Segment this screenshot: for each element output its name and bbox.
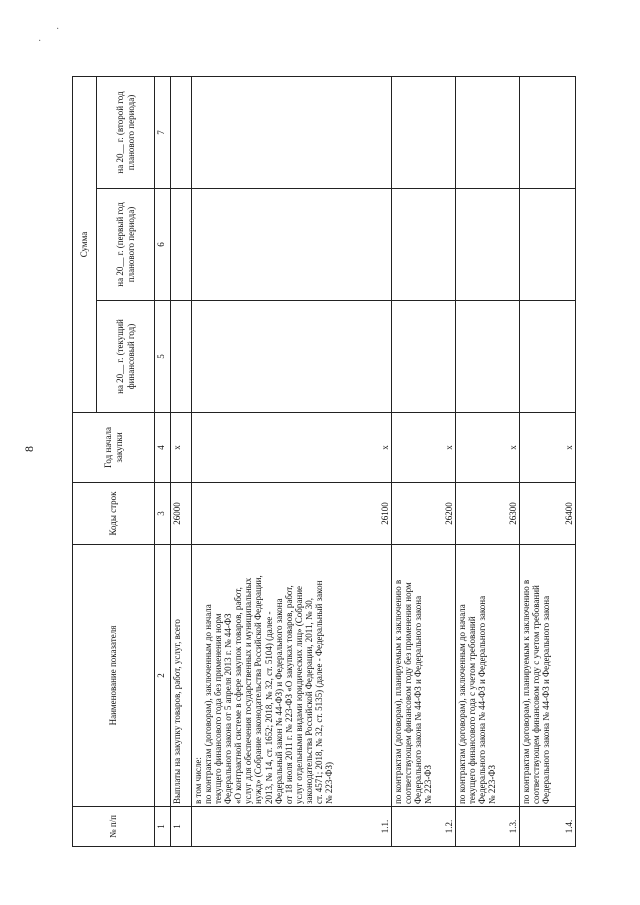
row-name: по контрактам (договорам), планируемым к заключению в соответствующем финансовом году с учетом требований Федерального закона № 44-ФЗ и Федерального закона: [520, 545, 576, 807]
row-sum-6: [456, 189, 520, 301]
row-sum-5: [392, 301, 456, 413]
col-number-4: 4: [155, 413, 171, 483]
row-code: 26200: [392, 483, 456, 545]
row-year: х: [392, 413, 456, 483]
row-sum-5: [171, 301, 192, 413]
row-name: по контрактам (договорам), планируемым к заключению в соответствующем финансовом году без применения норм Федерального закона № 44-ФЗ и Федерального закона № 223-ФЗ: [392, 545, 456, 807]
row-year: х: [192, 413, 392, 483]
row-sum-6: [171, 189, 192, 301]
row-year: х: [171, 413, 192, 483]
row-sum-7: [456, 76, 520, 188]
row-code: 26100: [192, 483, 392, 545]
row-sum-5: [456, 301, 520, 413]
expenses-table: [72, 76, 576, 847]
row-code: 26300: [456, 483, 520, 545]
row-sum-5: [520, 301, 576, 413]
table-row: [171, 76, 192, 846]
scan-speck: ·: [56, 24, 60, 35]
row-sum-7: [392, 76, 456, 188]
header-num: № п/п: [73, 807, 155, 847]
table-row: [456, 76, 520, 846]
row-num: 1.2.: [392, 807, 456, 847]
header-sum-current: на 20__ г. (текущий финансовый год): [97, 301, 155, 413]
scan-speck: ·: [38, 36, 42, 47]
header-name: Наименование показателя: [73, 545, 155, 807]
row-code: 26000: [171, 483, 192, 545]
row-num: 1.1.: [192, 807, 392, 847]
row-code: 26400: [520, 483, 576, 545]
row-year: х: [456, 413, 520, 483]
header-sum-first: на 20__ г. (первый год планового периода): [97, 189, 155, 301]
row-sum-5: [192, 301, 392, 413]
row-name: Выплаты на закупку товаров, работ, услуг, всего: [171, 545, 192, 807]
row-year: х: [520, 413, 576, 483]
row-sum-6: [392, 189, 456, 301]
header-year: Год начала закупки: [73, 413, 155, 483]
col-number-5: 5: [155, 301, 171, 413]
row-sum-7: [171, 76, 192, 188]
table-row: [392, 76, 456, 846]
row-sum-7: [192, 76, 392, 188]
row-num: 1: [171, 807, 192, 847]
table-row: [192, 76, 392, 846]
row-sum-6: [192, 189, 392, 301]
row-num: 1.4.: [520, 807, 576, 847]
page-number: 8: [22, 446, 36, 452]
col-number-2: 2: [155, 545, 171, 807]
table-row: [520, 76, 576, 846]
header-sum-second: на 20__ г. (второй год планового периода): [97, 76, 155, 188]
header-codes: Коды строк: [73, 483, 155, 545]
row-num: 1.3.: [456, 807, 520, 847]
row-name: по контрактам (договорам), заключенным до начала текущего финансового года с учетом требований Федерального закона № 44-ФЗ и Федерального закона № 223-ФЗ: [456, 545, 520, 807]
col-number-1: 1: [155, 807, 171, 847]
col-number-6: 6: [155, 189, 171, 301]
col-number-3: 3: [155, 483, 171, 545]
document-table-rotated: [72, 77, 610, 847]
row-name: в том числе: по контрактам (договорам), заключенным до начала текущего финансового года без применения норм Федерального закона от 5 апреля 2013 г. № 44-ФЗ «О контрактной системе в сфере закупок товаров, работ, услуг для обеспечения государственных и муниципальных нужд» (Собрание законодательства Российской Федерации, 2013, № 14, ст. 1652; 2018, № 32, ст. 5104) (далее - Федеральный закон № 44-ФЗ) и Федерального закона от 18 июля 2011 г. № 223-ФЗ «О закупках товаров, работ, услуг отдельными видами юридических лиц» (Собрание законодательства Российской Федерации, 2011, № 30, ст. 4571; 2018, № 32, ст. 5135) (далее - Федеральный закон № 223-ФЗ): [192, 545, 392, 807]
col-number-7: 7: [155, 76, 171, 188]
row-sum-7: [520, 76, 576, 188]
row-sum-6: [520, 189, 576, 301]
header-sum: Сумма: [73, 76, 97, 412]
